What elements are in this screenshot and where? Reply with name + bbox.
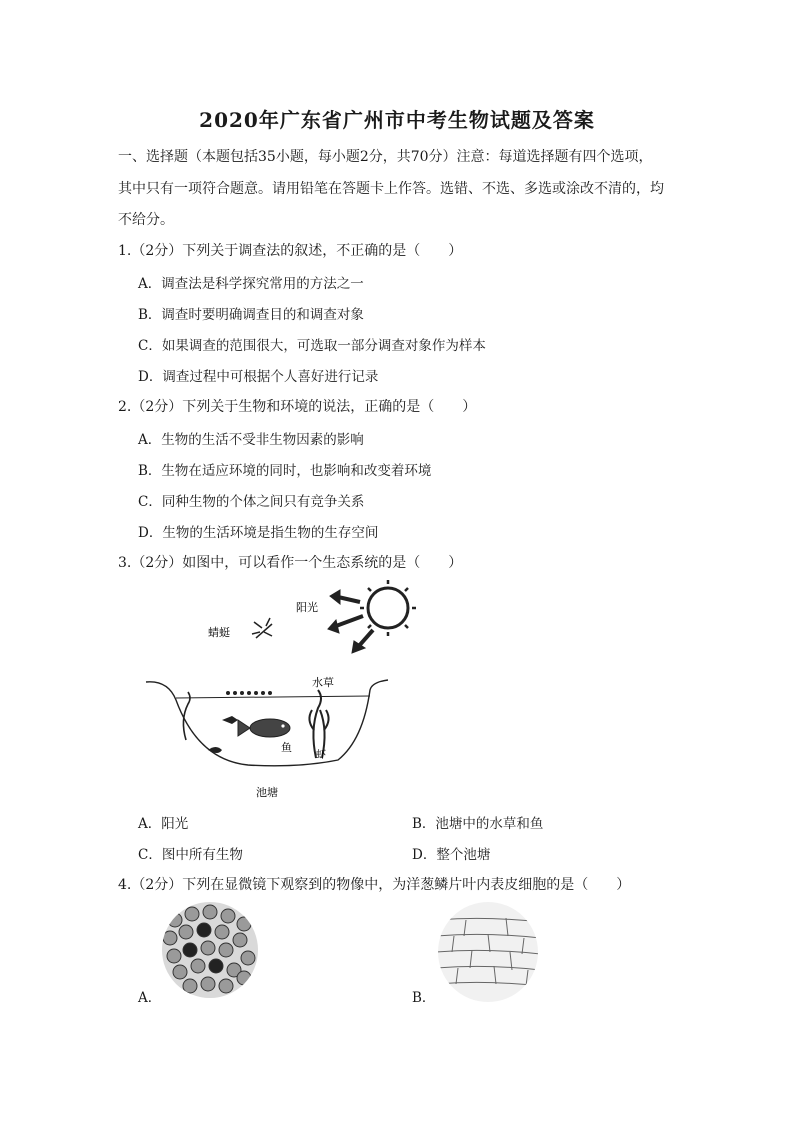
water-weed-icon <box>309 690 328 758</box>
q3-option-a: A．阳光 <box>138 816 189 832</box>
q3-option-d: D．整个池塘 <box>412 847 491 863</box>
q4-option-a: A． <box>138 990 162 1006</box>
small-fish-icon <box>222 716 238 724</box>
question-4-stem: 4.（2分）下列在显微镜下观察到的物像中，为洋葱鳞片叶内表皮细胞的是（ ） <box>118 877 631 893</box>
q3-option-c: C．图中所有生物 <box>138 847 243 863</box>
q2-option-c: C．同种生物的个体之间只有竞争关系 <box>138 494 365 510</box>
onion-epidermis-micrograph <box>436 900 540 1004</box>
shrimp-icon <box>208 747 222 753</box>
section-intro-line-3: 不给分。 <box>118 212 174 228</box>
q1-option-a: A．调查法是科学探究常用的方法之一 <box>138 276 364 292</box>
q1-option-d: D．调查过程中可根据个人喜好进行记录 <box>138 369 379 385</box>
fig-label-waterweed: 水草 <box>312 676 334 689</box>
sun-icon <box>360 580 416 636</box>
pond-ecosystem-figure <box>138 580 428 805</box>
fig-label-pond: 池塘 <box>256 786 278 799</box>
page-title: 2020年广东省广州市中考生物试题及答案 <box>199 108 595 132</box>
q2-option-d: D．生物的生活环境是指生物的生存空间 <box>138 525 379 541</box>
fig-label-shrimp: 虾 <box>316 750 326 761</box>
fig-label-sunlight: 阳光 <box>296 601 318 614</box>
section-intro-line-2: 其中只有一项符合题意。请用铅笔在答题卡上作答。选错、不选、多选或涂改不清的，均 <box>118 181 664 197</box>
q1-option-c: C．如果调查的范围很大，可选取一部分调查对象作为样本 <box>138 338 486 354</box>
question-1-stem: 1.（2分）下列关于调查法的叙述，不正确的是（ ） <box>118 243 463 259</box>
blood-cells-micrograph <box>160 900 260 1000</box>
left-weed-icon <box>183 692 190 740</box>
question-2-stem: 2.（2分）下列关于生物和环境的说法，正确的是（ ） <box>118 399 477 415</box>
section-intro-line-1: 一、选择题（本题包括35小题，每小题2分，共70分）注意：每道选择题有四个选项， <box>118 149 653 165</box>
surface-plankton <box>226 691 272 695</box>
sunlight-arrows <box>328 590 373 653</box>
fig-label-fish: 鱼 <box>281 741 292 754</box>
q4-option-b: B． <box>412 990 436 1006</box>
q2-option-b: B．生物在适应环境的同时，也影响和改变着环境 <box>138 463 432 479</box>
q2-option-a: A．生物的生活不受非生物因素的影响 <box>138 432 364 448</box>
q3-option-b: B．池塘中的水草和鱼 <box>412 816 544 832</box>
fig-label-dragonfly: 蜻蜓 <box>208 626 230 639</box>
q1-option-b: B．调查时要明确调查目的和调查对象 <box>138 307 364 323</box>
fish-icon <box>238 719 290 737</box>
dragonfly-icon <box>252 618 272 638</box>
question-3-stem: 3.（2分）如图中，可以看作一个生态系统的是（ ） <box>118 555 463 571</box>
